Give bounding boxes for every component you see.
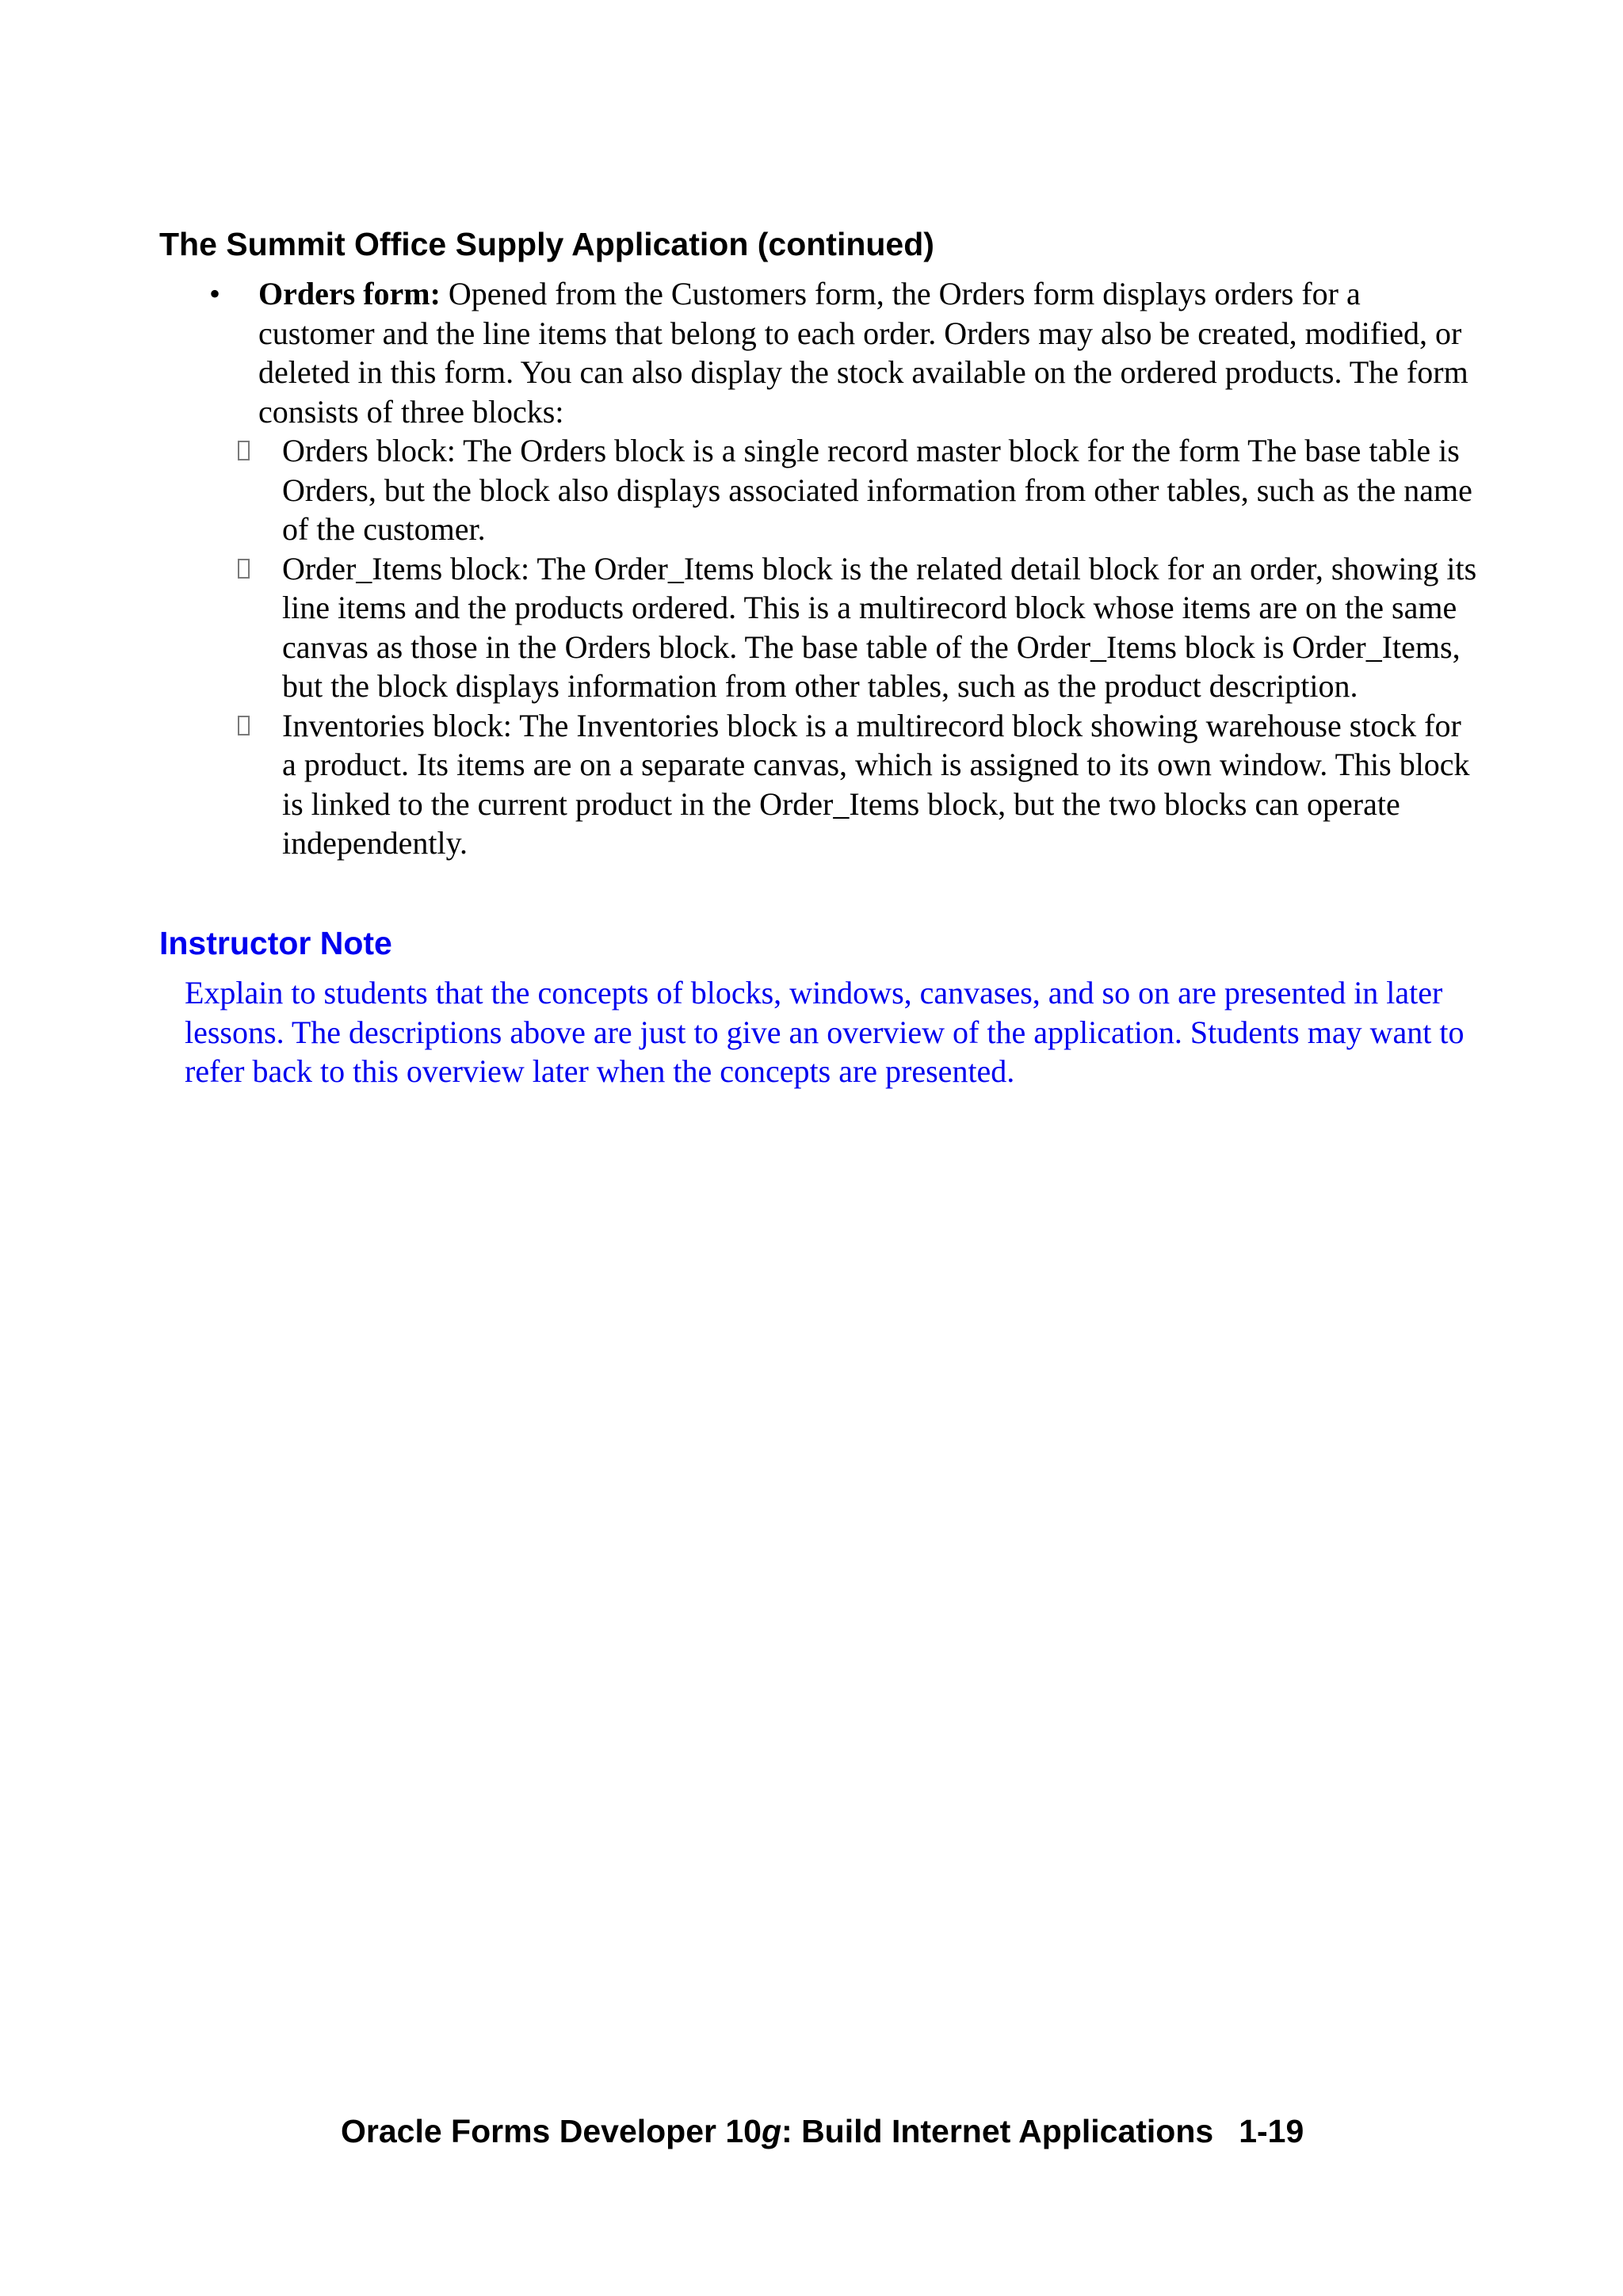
bullet-marker: • [209, 276, 221, 311]
list-item-inventories-block [209, 706, 1477, 863]
missing-glyph-bullet-icon [238, 559, 250, 579]
orders-form-bullet [209, 274, 1477, 863]
instructor-note-body: Explain to students that the concepts of blocks, windows, canvases, and so on are presented in later lessons. The descriptions above are just to give an overview of the application. Students may want to refer back to this overview later when the concepts are presented. [185, 975, 1465, 1089]
list-item-text: Inventories block: The Inventories block is a multirecord block showing warehouse stock for a product. Its items are on a separate canvas, which is assigned to its own window. This block is linked to the current product in the Order_Items block, but the two blocks can operate independently. [282, 707, 1470, 861]
bullet-label: Orders form: [258, 276, 441, 311]
missing-glyph-bullet-icon [238, 716, 250, 735]
bullet-row [209, 274, 1477, 431]
footer-title [341, 2113, 1213, 2149]
list-item-text: Orders block: The Orders block is a single record master block for the form The base table is Orders, but the block also displays associated information from other tables, such as the name of the customer. [282, 433, 1472, 547]
footer-title-end: : Build Internet Applications [781, 2113, 1214, 2149]
bullet-text: Opened from the Customers form, the Orders form displays orders for a customer and the line items that belong to each order. Orders may also be created, modified, or deleted in this form. You can also display the stock available on the ordered products. The form consists of three blocks: [258, 276, 1468, 430]
blocks-list [209, 431, 1477, 863]
bullet-paragraph [258, 276, 1468, 430]
list-item-orders-block [209, 431, 1477, 549]
list-item-text: Order_Items block: The Order_Items block is the related detail block for an order, showing its line items and the products ordered. This is a multirecord block whose items are on the same canvas as those in the Orders block. The base table of the Order_Items block is Order_Items, but the block displays information from other tables, such as the product description. [282, 550, 1477, 704]
instructor-note-heading: Instructor Note [159, 925, 392, 961]
footer-title-start: Oracle Forms Developer 10 [341, 2113, 762, 2149]
missing-glyph-bullet-icon [238, 441, 250, 460]
list-item-order-items-block [209, 549, 1477, 706]
page-number: 1-19 [1239, 2113, 1304, 2149]
section-heading: The Summit Office Supply Application (continued) [159, 226, 934, 262]
page-footer [341, 2112, 1304, 2150]
footer-title-italic: g [761, 2113, 782, 2149]
